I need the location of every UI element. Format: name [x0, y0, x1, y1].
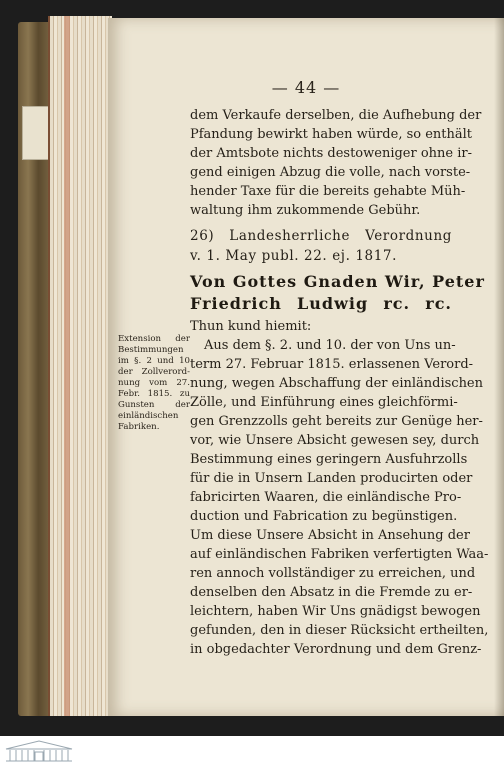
margin-note-line: der Zollverord-	[118, 367, 190, 377]
body-line: Aus dem §. 2. und 10. der von Uns un-	[204, 338, 456, 353]
body-line: ren annoch vollständiger zu erreichen, und	[190, 566, 476, 581]
body-line: Um diese Unsere Absicht in Ansehung der	[190, 528, 470, 543]
body-line: waltung ihm zukommende Gebühr.	[190, 203, 421, 218]
body-line: fabricirten Waaren, die einländische Pro-	[190, 490, 462, 505]
ordinance-date: v. 1. May publ. 22. ej. 1817.	[190, 248, 398, 264]
margin-note-line: Gunsten der	[118, 400, 190, 410]
margin-note-line: Febr. 1815. zu	[118, 389, 190, 399]
page-edges	[48, 16, 112, 716]
body-line: gen Grenzzolls geht bereits zur Genüge her-	[190, 414, 483, 429]
margin-note-line: Bestimmungen	[118, 345, 184, 355]
body-line: denselben den Absatz in die Fremde zu er-	[190, 585, 473, 600]
margin-note-line: einländischen	[118, 411, 179, 421]
body-line: auf einländischen Fabriken verfertigten Waa-	[190, 547, 489, 562]
ordinance-title: Friedrich Ludwig rc. rc.	[190, 294, 452, 313]
body-line: in obgedachter Verordnung und dem Grenz-	[190, 642, 482, 657]
body-line: für die in Unsern Landen producirten oder	[190, 471, 473, 486]
body-line: term 27. Februar 1815. erlassenen Verord-	[190, 357, 474, 372]
body-line: leichtern, haben Wir Uns gnädigst bewogen	[190, 604, 481, 619]
book-page	[108, 18, 504, 716]
body-line: Pfandung bewirkt haben würde, so enthält	[190, 127, 473, 142]
library-building-icon	[4, 739, 74, 763]
cover-label-strip	[22, 106, 50, 160]
proclamation: Thun kund hiemit:	[190, 319, 312, 334]
margin-note-line: Extension der	[118, 334, 190, 344]
body-line: gefunden, den in dieser Rücksicht ertheilten,	[190, 623, 489, 638]
body-line: der Amtsbote nichts destoweniger ohne ir-	[190, 146, 472, 161]
body-line: nung, wegen Abschaffung der einländischen	[190, 376, 484, 391]
body-line: dem Verkaufe derselben, die Aufhebung der	[190, 108, 482, 123]
body-line: Bestimmung eines geringern Ausfuhrzolls	[190, 452, 468, 467]
body-line: vor, wie Unsere Absicht gewesen sey, durch	[190, 433, 480, 448]
book-cover	[18, 22, 52, 716]
margin-note-line: nung vom 27.	[118, 378, 190, 388]
body-line: duction und Fabrication zu begünstigen.	[190, 509, 458, 524]
body-line: Zölle, und Einführung eines gleichförmi-	[190, 395, 458, 410]
ordinance-title: Von Gottes Gnaden Wir, Peter	[190, 272, 485, 291]
book-scan	[18, 16, 504, 716]
footer-bar	[0, 736, 504, 765]
page-number: — 44 —	[271, 78, 341, 97]
margin-note-line: Fabriken.	[118, 422, 160, 432]
body-line: gend einigen Abzug die volle, nach vorste-	[190, 165, 471, 180]
margin-note-line: im §. 2 und 10	[118, 356, 190, 366]
page-shadow	[494, 18, 504, 716]
ordinance-heading: 26) Landesherrliche Verordnung	[190, 228, 452, 244]
body-line: hender Taxe für die bereits gehabte Müh-	[190, 184, 466, 199]
